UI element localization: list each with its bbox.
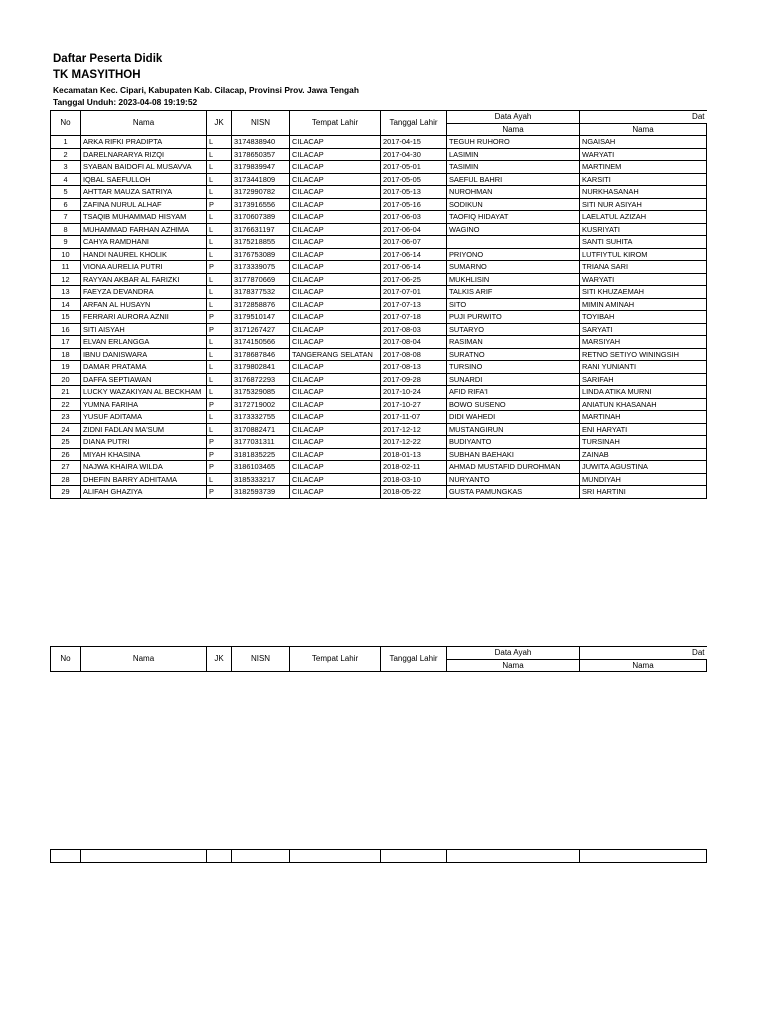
mother-name: SITI KHUZAEMAH: [580, 286, 707, 299]
student-gender: L: [207, 361, 232, 374]
mother-name: TOYIBAH: [580, 311, 707, 324]
page-title: Daftar Peserta Didik: [53, 53, 163, 65]
table-row: [51, 298, 707, 311]
birth-place: CILACAP: [290, 461, 381, 474]
header-tanggal-lahir: Tanggal Lahir: [381, 647, 447, 672]
father-name: AFID RIFA'I: [447, 386, 580, 399]
birth-date: 2018-05-22: [381, 486, 447, 499]
birth-date: 2017-11-07: [381, 411, 447, 424]
student-nisn: 3186103465: [232, 461, 290, 474]
table-row: [51, 348, 707, 361]
student-name: YUMNA FARIHA: [81, 398, 207, 411]
birth-date: 2017-07-18: [381, 311, 447, 324]
student-nisn: 3173916556: [232, 198, 290, 211]
row-no: 1: [51, 136, 81, 149]
header-data-ayah: Data Ayah: [447, 647, 580, 660]
father-name: WAGINO: [447, 223, 580, 236]
student-gender: L: [207, 148, 232, 161]
birth-place: CILACAP: [290, 386, 381, 399]
mother-name: LAELATUL AZIZAH: [580, 211, 707, 224]
birth-date: 2017-06-14: [381, 248, 447, 261]
birth-date: 2017-04-15: [381, 136, 447, 149]
mother-name: SANTI SUHITA: [580, 236, 707, 249]
student-gender: L: [207, 411, 232, 424]
student-nisn: 3170882471: [232, 423, 290, 436]
father-name: RASIMAN: [447, 336, 580, 349]
birth-place: TANGERANG SELATAN: [290, 348, 381, 361]
mother-name: TURSINAH: [580, 436, 707, 449]
table-row: [51, 411, 707, 424]
birth-place: CILACAP: [290, 298, 381, 311]
student-gender: L: [207, 248, 232, 261]
student-name: DARELNARARYA RIZQI: [81, 148, 207, 161]
student-gender: L: [207, 473, 232, 486]
row-no: 19: [51, 361, 81, 374]
row-no: 21: [51, 386, 81, 399]
table-row: [51, 236, 707, 249]
birth-place: CILACAP: [290, 173, 381, 186]
mother-name: JUWITA AGUSTINA: [580, 461, 707, 474]
father-name: PUJI PURWITO: [447, 311, 580, 324]
table-row: [51, 311, 707, 324]
table-row: [51, 248, 707, 261]
birth-place: CILACAP: [290, 398, 381, 411]
header-nisn: NISN: [232, 647, 290, 672]
birth-date: 2017-12-22: [381, 436, 447, 449]
father-name: NURYANTO: [447, 473, 580, 486]
mother-name: ENI HARYATI: [580, 423, 707, 436]
student-gender: L: [207, 223, 232, 236]
student-name: ELVAN ERLANGGA: [81, 336, 207, 349]
father-name: SUBHAN BAEHAKI: [447, 448, 580, 461]
mother-name: TRIANA SARI: [580, 261, 707, 274]
father-name: TASIMIN: [447, 161, 580, 174]
birth-place: CILACAP: [290, 311, 381, 324]
student-gender: L: [207, 173, 232, 186]
row-no: 14: [51, 298, 81, 311]
birth-place: CILACAP: [290, 186, 381, 199]
student-nisn: 3179510147: [232, 311, 290, 324]
header-nama: Nama: [81, 111, 207, 136]
table-cell: [207, 850, 232, 863]
father-name: LASIMIN: [447, 148, 580, 161]
student-nisn: 3178687846: [232, 348, 290, 361]
school-location: Kecamatan Kec. Cipari, Kabupaten Kab. Cilacap, Provinsi Prov. Jawa Tengah: [53, 85, 359, 95]
table-row: [51, 223, 707, 236]
student-nisn: 3175329085: [232, 386, 290, 399]
mother-name: MARTINEM: [580, 161, 707, 174]
mother-name: LUTFIYTUL KIROM: [580, 248, 707, 261]
student-gender: P: [207, 198, 232, 211]
header-nisn: NISN: [232, 111, 290, 136]
student-gender: L: [207, 236, 232, 249]
birth-place: CILACAP: [290, 361, 381, 374]
mother-name: ZAINAB: [580, 448, 707, 461]
student-name: MIYAH KHASINA: [81, 448, 207, 461]
birth-date: 2017-08-08: [381, 348, 447, 361]
table-cell: [447, 850, 580, 863]
birth-date: 2017-07-01: [381, 286, 447, 299]
student-gender: L: [207, 211, 232, 224]
student-name: DAFFA SEPTIAWAN: [81, 373, 207, 386]
birth-place: CILACAP: [290, 261, 381, 274]
birth-place: CILACAP: [290, 323, 381, 336]
father-name: TALKIS ARIF: [447, 286, 580, 299]
student-gender: P: [207, 311, 232, 324]
birth-date: 2017-06-07: [381, 236, 447, 249]
birth-place: CILACAP: [290, 211, 381, 224]
row-no: 6: [51, 198, 81, 211]
student-name: SYABAN BAIDOFI AL MUSAVVA: [81, 161, 207, 174]
table-row: [51, 486, 707, 499]
student-gender: L: [207, 386, 232, 399]
row-no: 22: [51, 398, 81, 411]
mother-name: WARYATI: [580, 148, 707, 161]
mother-name: MARSIYAH: [580, 336, 707, 349]
table-row: [51, 398, 707, 411]
table-cell: [580, 850, 707, 863]
mother-name: KUSRIYATI: [580, 223, 707, 236]
student-nisn: 3171267427: [232, 323, 290, 336]
student-name: ZIDNI FADLAN MA'SUM: [81, 423, 207, 436]
birth-place: CILACAP: [290, 223, 381, 236]
table-row: [51, 423, 707, 436]
table-row: [51, 161, 707, 174]
student-gender: P: [207, 323, 232, 336]
empty-table-row: [50, 849, 707, 863]
row-no: 25: [51, 436, 81, 449]
student-nisn: 3175218855: [232, 236, 290, 249]
student-nisn: 3172719002: [232, 398, 290, 411]
student-name: VIONA AURELIA PUTRI: [81, 261, 207, 274]
student-name: SITI AISYAH: [81, 323, 207, 336]
birth-date: 2017-06-25: [381, 273, 447, 286]
table-row: [51, 373, 707, 386]
birth-place: CILACAP: [290, 286, 381, 299]
student-name: CAHYA RAMDHANI: [81, 236, 207, 249]
student-name: DAMAR PRATAMA: [81, 361, 207, 374]
header-ibu-nama: Nama: [580, 659, 707, 672]
table-row: [51, 473, 707, 486]
row-no: 12: [51, 273, 81, 286]
table-row: [51, 261, 707, 274]
father-name: NUROHMAN: [447, 186, 580, 199]
header-ayah-nama: Nama: [447, 123, 580, 136]
student-gender: L: [207, 423, 232, 436]
row-no: 27: [51, 461, 81, 474]
student-gender: P: [207, 398, 232, 411]
birth-date: 2017-06-14: [381, 261, 447, 274]
father-name: TAOFIQ HIDAYAT: [447, 211, 580, 224]
student-table-continued: [50, 646, 707, 672]
father-name: SUNARDI: [447, 373, 580, 386]
mother-name: RETNO SETIYO WININGSIH: [580, 348, 707, 361]
table-row: [51, 136, 707, 149]
birth-date: 2017-10-24: [381, 386, 447, 399]
father-name: SAEFUL BAHRI: [447, 173, 580, 186]
birth-place: CILACAP: [290, 148, 381, 161]
table-row: [51, 198, 707, 211]
table-cell: [290, 850, 381, 863]
header-nama: Nama: [81, 647, 207, 672]
birth-date: 2017-08-04: [381, 336, 447, 349]
row-no: 16: [51, 323, 81, 336]
mother-name: SRI HARTINI: [580, 486, 707, 499]
table-cell: [232, 850, 290, 863]
header-jk: JK: [207, 647, 232, 672]
birth-date: 2017-05-05: [381, 173, 447, 186]
student-nisn: 3172990782: [232, 186, 290, 199]
table-row: [51, 273, 707, 286]
row-no: 29: [51, 486, 81, 499]
father-name: MUKHLISIN: [447, 273, 580, 286]
row-no: 13: [51, 286, 81, 299]
table-row: [51, 461, 707, 474]
birth-place: CILACAP: [290, 423, 381, 436]
student-name: ALIFAH GHAZIYA: [81, 486, 207, 499]
birth-date: 2017-12-12: [381, 423, 447, 436]
student-gender: P: [207, 261, 232, 274]
student-name: MUHAMMAD FARHAN AZHIMA: [81, 223, 207, 236]
father-name: [447, 236, 580, 249]
father-name: PRIYONO: [447, 248, 580, 261]
birth-place: CILACAP: [290, 448, 381, 461]
mother-name: NGAISAH: [580, 136, 707, 149]
student-gender: L: [207, 348, 232, 361]
student-gender: P: [207, 436, 232, 449]
birth-place: CILACAP: [290, 473, 381, 486]
father-name: TEGUH RUHORO: [447, 136, 580, 149]
mother-name: NURKHASANAH: [580, 186, 707, 199]
father-name: TURSINO: [447, 361, 580, 374]
student-name: FERRARI AURORA AZNII: [81, 311, 207, 324]
row-no: 2: [51, 148, 81, 161]
mother-name: MUNDIYAH: [580, 473, 707, 486]
row-no: 11: [51, 261, 81, 274]
student-nisn: 3176753089: [232, 248, 290, 261]
birth-date: 2017-05-01: [381, 161, 447, 174]
student-name: ARFAN AL HUSAYN: [81, 298, 207, 311]
birth-date: 2017-05-16: [381, 198, 447, 211]
student-nisn: 3181835225: [232, 448, 290, 461]
header-tanggal-lahir: Tanggal Lahir: [381, 111, 447, 136]
birth-date: 2017-10-27: [381, 398, 447, 411]
row-no: 20: [51, 373, 81, 386]
father-name: SITO: [447, 298, 580, 311]
birth-date: 2018-02-11: [381, 461, 447, 474]
student-name: TSAQIB MUHAMMAD HISYAM: [81, 211, 207, 224]
row-no: 18: [51, 348, 81, 361]
student-name: ARKA RIFKI PRADIPTA: [81, 136, 207, 149]
birth-date: 2018-01-13: [381, 448, 447, 461]
student-gender: L: [207, 186, 232, 199]
father-name: BOWO SUSENO: [447, 398, 580, 411]
mother-name: SARIFAH: [580, 373, 707, 386]
student-name: HANDI NAUREL KHOLIK: [81, 248, 207, 261]
table-row: [51, 336, 707, 349]
header-no: No: [51, 111, 81, 136]
father-name: MUSTANGIRUN: [447, 423, 580, 436]
student-gender: L: [207, 286, 232, 299]
student-nisn: 3178650357: [232, 148, 290, 161]
student-nisn: 3172858876: [232, 298, 290, 311]
school-name: TK MASYITHOH: [53, 69, 141, 81]
student-gender: P: [207, 461, 232, 474]
table-cell: [51, 850, 81, 863]
table-row: [51, 186, 707, 199]
birth-place: CILACAP: [290, 161, 381, 174]
student-nisn: 3174150566: [232, 336, 290, 349]
row-no: 8: [51, 223, 81, 236]
birth-place: CILACAP: [290, 486, 381, 499]
mother-name: SITI NUR ASIYAH: [580, 198, 707, 211]
student-name: ZAFINA NURUL ALHAF: [81, 198, 207, 211]
table-cell: [381, 850, 447, 863]
father-name: SURATNO: [447, 348, 580, 361]
student-name: NAJWA KHAIRA WILDA: [81, 461, 207, 474]
father-name: AHMAD MUSTAFID DUROHMAN: [447, 461, 580, 474]
student-nisn: 3174838940: [232, 136, 290, 149]
student-name: IBNU DANISWARA: [81, 348, 207, 361]
birth-place: CILACAP: [290, 236, 381, 249]
student-gender: L: [207, 336, 232, 349]
row-no: 7: [51, 211, 81, 224]
mother-name: WARYATI: [580, 273, 707, 286]
header-tempat-lahir: Tempat Lahir: [290, 647, 381, 672]
student-nisn: 3185333217: [232, 473, 290, 486]
row-no: 26: [51, 448, 81, 461]
row-no: 3: [51, 161, 81, 174]
birth-place: CILACAP: [290, 198, 381, 211]
table-row: [51, 286, 707, 299]
row-no: 10: [51, 248, 81, 261]
mother-name: LINDA ATIKA MURNI: [580, 386, 707, 399]
student-name: DIANA PUTRI: [81, 436, 207, 449]
student-nisn: 3176631197: [232, 223, 290, 236]
header-tempat-lahir: Tempat Lahir: [290, 111, 381, 136]
birth-date: 2017-08-03: [381, 323, 447, 336]
birth-place: CILACAP: [290, 273, 381, 286]
mother-name: RANI YUNIANTI: [580, 361, 707, 374]
table-row: [51, 323, 707, 336]
student-gender: L: [207, 136, 232, 149]
student-nisn: 3179839947: [232, 161, 290, 174]
header-no: No: [51, 647, 81, 672]
student-nisn: 3170607389: [232, 211, 290, 224]
student-nisn: 3173339075: [232, 261, 290, 274]
row-no: 9: [51, 236, 81, 249]
birth-place: CILACAP: [290, 373, 381, 386]
table-row: [51, 211, 707, 224]
student-gender: P: [207, 486, 232, 499]
birth-date: 2017-07-13: [381, 298, 447, 311]
student-gender: L: [207, 273, 232, 286]
birth-date: 2017-05-13: [381, 186, 447, 199]
student-nisn: 3178377532: [232, 286, 290, 299]
header-data-ibu: Dat: [580, 111, 707, 124]
student-gender: P: [207, 448, 232, 461]
mother-name: SARYATI: [580, 323, 707, 336]
student-gender: L: [207, 161, 232, 174]
download-timestamp: Tanggal Unduh: 2023-04-08 19:19:52: [53, 97, 198, 107]
row-no: 28: [51, 473, 81, 486]
header-data-ayah: Data Ayah: [447, 111, 580, 124]
birth-date: 2017-08-13: [381, 361, 447, 374]
student-name: AHTTAR MAUZA SATRIYA: [81, 186, 207, 199]
mother-name: MIMIN AMINAH: [580, 298, 707, 311]
table-row: [51, 148, 707, 161]
father-name: GUSTA PAMUNGKAS: [447, 486, 580, 499]
header-jk: JK: [207, 111, 232, 136]
student-nisn: 3177870669: [232, 273, 290, 286]
table-row: [51, 173, 707, 186]
student-name: YUSUF ADITAMA: [81, 411, 207, 424]
birth-place: CILACAP: [290, 336, 381, 349]
student-name: IQBAL SAEFULLOH: [81, 173, 207, 186]
student-nisn: 3182593739: [232, 486, 290, 499]
student-nisn: 3173332755: [232, 411, 290, 424]
birth-date: 2017-04-30: [381, 148, 447, 161]
student-name: RAYYAN AKBAR AL FARIZKI: [81, 273, 207, 286]
birth-date: 2018-03-10: [381, 473, 447, 486]
header-ayah-nama: Nama: [447, 659, 580, 672]
father-name: DIDI WAHEDI: [447, 411, 580, 424]
student-table: [50, 110, 707, 499]
header-ibu-nama: Nama: [580, 123, 707, 136]
row-no: 24: [51, 423, 81, 436]
father-name: SUMARNO: [447, 261, 580, 274]
student-nisn: 3177031311: [232, 436, 290, 449]
student-gender: L: [207, 373, 232, 386]
student-name: FAEYZA DEVANDRA: [81, 286, 207, 299]
student-nisn: 3179802841: [232, 361, 290, 374]
birth-place: CILACAP: [290, 436, 381, 449]
row-no: 17: [51, 336, 81, 349]
mother-name: MARTINAH: [580, 411, 707, 424]
mother-name: ANIATUN KHASANAH: [580, 398, 707, 411]
table-row: [51, 361, 707, 374]
student-nisn: 3176872293: [232, 373, 290, 386]
birth-place: CILACAP: [290, 411, 381, 424]
student-name: LUCKY WAZAKIYAN AL BECKHAM: [81, 386, 207, 399]
birth-date: 2017-09-28: [381, 373, 447, 386]
father-name: SUTARYO: [447, 323, 580, 336]
table-row: [51, 436, 707, 449]
birth-place: CILACAP: [290, 248, 381, 261]
student-gender: L: [207, 298, 232, 311]
table-row: [51, 448, 707, 461]
birth-date: 2017-06-03: [381, 211, 447, 224]
father-name: SODIKUN: [447, 198, 580, 211]
birth-place: CILACAP: [290, 136, 381, 149]
header-data-ibu: Dat: [580, 647, 707, 660]
row-no: 15: [51, 311, 81, 324]
father-name: BUDIYANTO: [447, 436, 580, 449]
table-row: [51, 386, 707, 399]
mother-name: KARSITI: [580, 173, 707, 186]
student-nisn: 3173441809: [232, 173, 290, 186]
row-no: 23: [51, 411, 81, 424]
student-name: DHEFIN BARRY ADHITAMA: [81, 473, 207, 486]
birth-date: 2017-06-04: [381, 223, 447, 236]
row-no: 5: [51, 186, 81, 199]
table-cell: [81, 850, 207, 863]
row-no: 4: [51, 173, 81, 186]
